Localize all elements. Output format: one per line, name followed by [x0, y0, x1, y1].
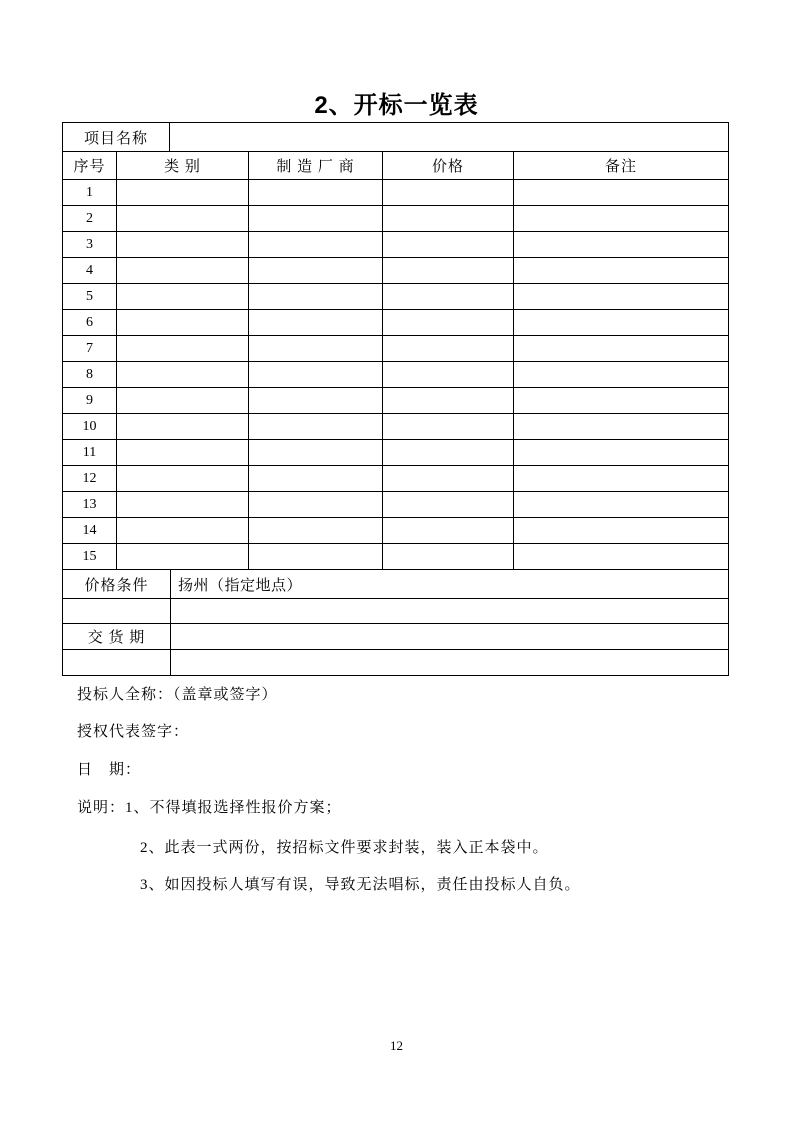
signature-bidder-line: 投标人全称：（盖章或签字） [77, 687, 278, 703]
category-cell [117, 258, 249, 284]
price-condition-label-cell: 价格条件 [63, 570, 171, 599]
manufacturer-cell [249, 284, 383, 310]
table-row [63, 414, 729, 440]
manufacturer-cell [249, 466, 383, 492]
row-number-cell: 12 [63, 466, 117, 492]
price-cell [383, 258, 514, 284]
category-cell [117, 544, 249, 570]
row-number-cell: 8 [63, 362, 117, 388]
signature-date-line: 日 期： [77, 762, 142, 778]
empty-label-cell [63, 599, 171, 624]
remarks-cell [514, 466, 729, 492]
row-number-cell: 10 [63, 414, 117, 440]
empty-row [63, 599, 729, 624]
remarks-cell [514, 258, 729, 284]
column-header-category: 类 别 [117, 152, 249, 180]
manufacturer-cell [249, 258, 383, 284]
remarks-cell [514, 440, 729, 466]
remarks-cell [514, 206, 729, 232]
items-table [62, 151, 729, 570]
remarks-cell [514, 492, 729, 518]
table-row [63, 206, 729, 232]
column-header-remarks: 备注 [514, 152, 729, 180]
table-row [63, 336, 729, 362]
table-row [63, 284, 729, 310]
manufacturer-cell [249, 440, 383, 466]
table-row [63, 258, 729, 284]
table-row [63, 466, 729, 492]
row-number-cell: 2 [63, 206, 117, 232]
empty-row [63, 650, 729, 676]
table-row [63, 388, 729, 414]
category-cell [117, 518, 249, 544]
price-condition-row [63, 570, 729, 599]
remarks-cell [514, 518, 729, 544]
bid-opening-table [62, 122, 728, 676]
price-cell [383, 232, 514, 258]
remarks-cell [514, 284, 729, 310]
table-row [63, 544, 729, 570]
row-number-cell: 13 [63, 492, 117, 518]
category-cell [117, 336, 249, 362]
row-number-cell: 6 [63, 310, 117, 336]
row-number-cell: 5 [63, 284, 117, 310]
table-row [63, 440, 729, 466]
remarks-cell [514, 336, 729, 362]
remarks-cell [514, 180, 729, 206]
manufacturer-cell [249, 206, 383, 232]
price-cell [383, 336, 514, 362]
page-number: 12 [390, 1038, 403, 1053]
category-cell [117, 180, 249, 206]
table-row [63, 232, 729, 258]
row-number-cell: 15 [63, 544, 117, 570]
category-cell [117, 310, 249, 336]
price-cell [383, 310, 514, 336]
header-row [63, 152, 729, 180]
row-number-cell: 4 [63, 258, 117, 284]
price-cell [383, 284, 514, 310]
manufacturer-cell [249, 336, 383, 362]
delivery-period-value-cell [171, 624, 729, 650]
project-name-value-cell [170, 123, 729, 152]
row-number-cell: 3 [63, 232, 117, 258]
column-header-manufacturer: 制 造 厂 商 [249, 152, 383, 180]
category-cell [117, 232, 249, 258]
manufacturer-cell [249, 362, 383, 388]
price-cell [383, 388, 514, 414]
row-number-cell: 9 [63, 388, 117, 414]
manufacturer-cell [249, 518, 383, 544]
category-cell [117, 414, 249, 440]
category-cell [117, 492, 249, 518]
remarks-cell [514, 362, 729, 388]
manufacturer-cell [249, 544, 383, 570]
manufacturer-cell [249, 388, 383, 414]
notes-line-3: 3、如因投标人填写有误，导致无法唱标，责任由投标人自负。 [140, 877, 581, 893]
table-row [63, 310, 729, 336]
price-cell [383, 414, 514, 440]
notes-line-1: 说明：1、不得填报选择性报价方案； [77, 800, 342, 816]
row-number-cell: 11 [63, 440, 117, 466]
project-name-label-cell: 项目名称 [63, 123, 170, 152]
price-cell [383, 362, 514, 388]
table-row [63, 362, 729, 388]
column-header-price: 价格 [383, 152, 514, 180]
remarks-cell [514, 232, 729, 258]
price-cell [383, 492, 514, 518]
price-cell [383, 544, 514, 570]
remarks-cell [514, 544, 729, 570]
remarks-cell [514, 414, 729, 440]
conditions-table [62, 569, 729, 676]
signature-representative-line: 授权代表签字： [77, 724, 190, 740]
price-cell [383, 206, 514, 232]
remarks-cell [514, 388, 729, 414]
row-number-cell: 7 [63, 336, 117, 362]
manufacturer-cell [249, 180, 383, 206]
category-cell [117, 284, 249, 310]
table-row [63, 518, 729, 544]
manufacturer-cell [249, 414, 383, 440]
delivery-period-row [63, 624, 729, 650]
manufacturer-cell [249, 492, 383, 518]
row-number-cell: 1 [63, 180, 117, 206]
price-cell [383, 440, 514, 466]
column-header-no: 序号 [63, 152, 117, 180]
empty-value-cell [171, 650, 729, 676]
price-cell [383, 466, 514, 492]
remarks-cell [514, 310, 729, 336]
category-cell [117, 440, 249, 466]
row-number-cell: 14 [63, 518, 117, 544]
empty-label-cell [63, 650, 171, 676]
table-row [63, 492, 729, 518]
category-cell [117, 206, 249, 232]
category-cell [117, 388, 249, 414]
category-cell [117, 466, 249, 492]
delivery-period-label-cell: 交 货 期 [63, 624, 171, 650]
project-name-row [62, 122, 729, 152]
empty-value-cell [171, 599, 729, 624]
category-cell [117, 362, 249, 388]
notes-line-2: 2、此表一式两份，按招标文件要求封装，装入正本袋中。 [140, 840, 549, 856]
page-title: 2、开标一览表 [314, 92, 479, 119]
manufacturer-cell [249, 232, 383, 258]
price-condition-value-cell: 扬州（指定地点） [171, 570, 729, 599]
manufacturer-cell [249, 310, 383, 336]
table-row [63, 180, 729, 206]
price-cell [383, 180, 514, 206]
price-cell [383, 518, 514, 544]
